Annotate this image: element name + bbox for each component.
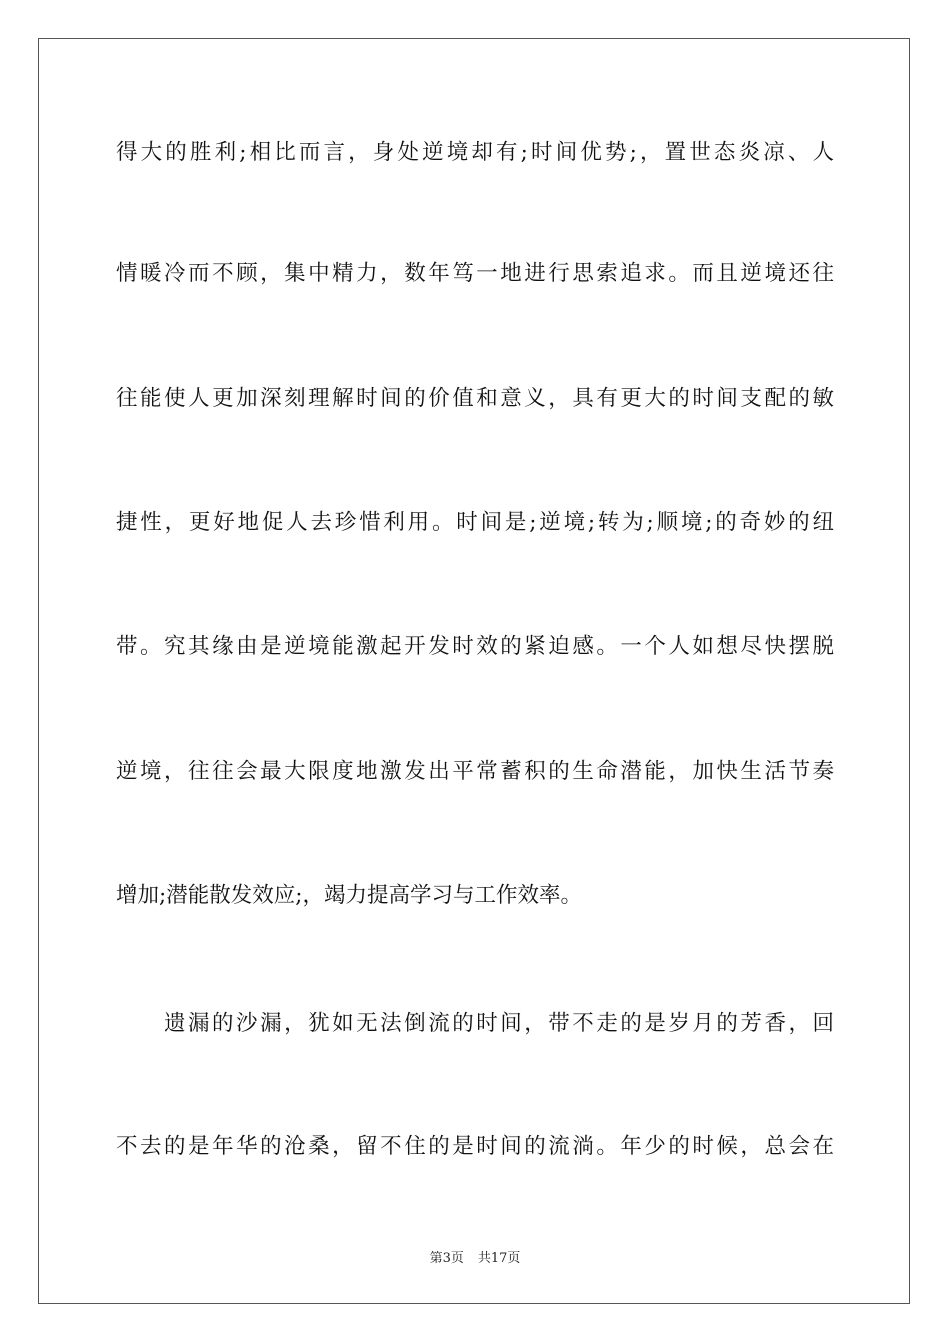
text-line-3: 往能使人更加深刻理解时间的价值和意义，具有更大的时间支配的敏: [116, 386, 834, 411]
text-line-6: 逆境，往往会最大限度地激发出平常蓄积的生命潜能，加快生活节奏: [116, 759, 834, 784]
text-line-5: 带。究其缘由是逆境能激起开发时效的紧迫感。一个人如想尽快摆脱: [116, 634, 834, 659]
text-line-8: 遗漏的沙漏，犹如无法倒流的时间，带不走的是岁月的芳香，回: [164, 1011, 834, 1036]
text-line-2: 情暖冷而不顾，集中精力，数年笃一地进行思索追求。而且逆境还往: [116, 261, 834, 286]
page-footer: [0, 1247, 950, 1266]
text-line-4: 捷性，更好地促人去珍惜利用。时间是;逆境;转为;顺境;的奇妙的纽: [116, 510, 834, 535]
page-total: 共17页: [477, 1251, 521, 1266]
text-line-9: 不去的是年华的沧桑，留不住的是时间的流淌。年少的时候，总会在: [116, 1134, 834, 1159]
page-number: 第3页: [429, 1251, 464, 1266]
text-line-1: 得大的胜利;相比而言，身处逆境却有;时间优势;，置世态炎凉、人: [116, 140, 834, 165]
page-border: [38, 38, 910, 1304]
text-line-7: 增加;潜能散发效应;，竭力提高学习与工作效率。: [116, 883, 582, 908]
